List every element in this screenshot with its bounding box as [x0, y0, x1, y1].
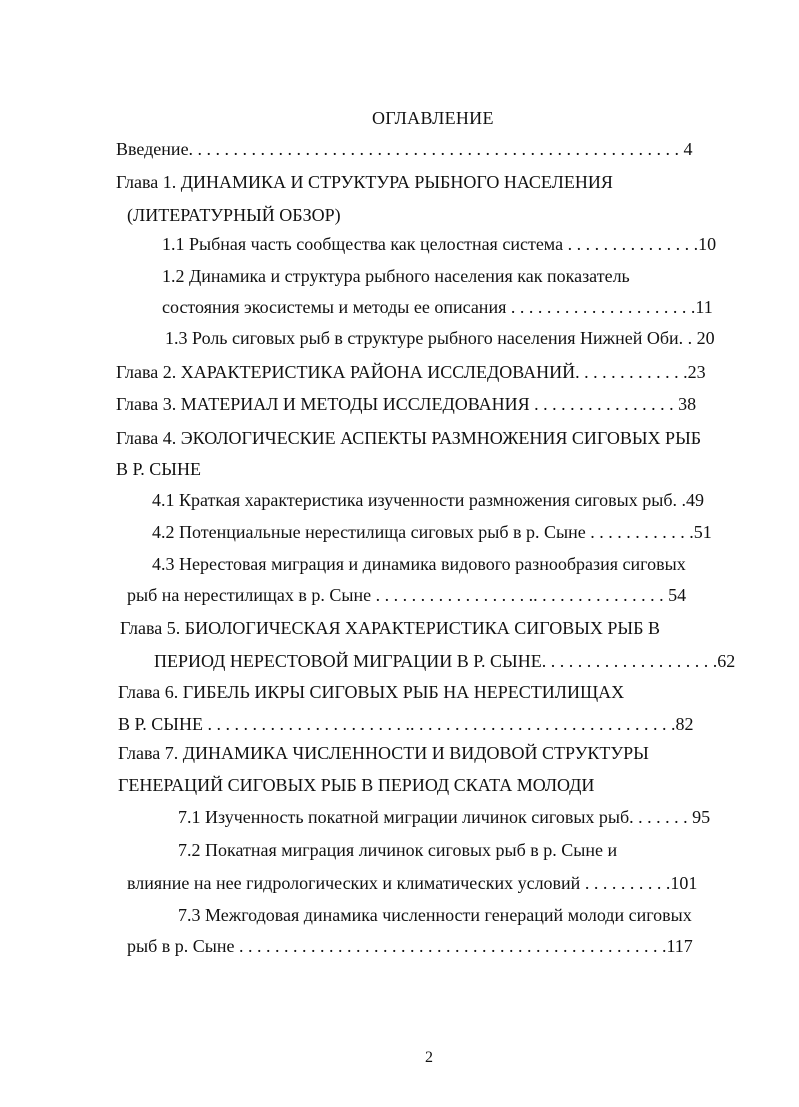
toc-entry-introduction: Введение. . . . . . . . . . . . . . . . . . . . . . . . . . . . . . . . . . . . . . . . . . . . . . . . . . . . . . . 4: [116, 139, 693, 159]
toc-entry-chapter-7: Глава 7. ДИНАМИКА ЧИСЛЕННОСТИ И ВИДОВОЙ СТРУКТУРЫ: [118, 743, 649, 763]
toc-entry-1-2: 1.2 Динамика и структура рыбного населения как показатель: [162, 266, 630, 286]
toc-entry-chapter-6-cont: В Р. СЫНЕ . . . . . . . . . . . . . . . . . . . . . . .. . . . . . . . . . . . . . . . . . . . . . . . . . . . . .82: [118, 714, 694, 734]
toc-entry-chapter-5-cont: ПЕРИОД НЕРЕСТОВОЙ МИГРАЦИИ В Р. СЫНЕ. . . . . . . . . . . . . . . . . . . .62: [154, 651, 736, 671]
toc-entry-7-3-cont: рыб в р. Сыне . . . . . . . . . . . . . . . . . . . . . . . . . . . . . . . . . . . . . . . . . . . . . . . .117: [127, 936, 693, 956]
toc-entry-4-3: 4.3 Нерестовая миграция и динамика видового разнообразия сиговых: [152, 554, 686, 574]
toc-entry-chapter-2: Глава 2. ХАРАКТЕРИСТИКА РАЙОНА ИССЛЕДОВАНИЙ. . . . . . . . . . . . .23: [116, 362, 706, 382]
toc-entry-chapter-7-cont: ГЕНЕРАЦИЙ СИГОВЫХ РЫБ В ПЕРИОД СКАТА МОЛОДИ: [118, 775, 595, 795]
toc-entry-chapter-1-cont: (ЛИТЕРАТУРНЫЙ ОБЗОР): [127, 205, 341, 225]
toc-entry-chapter-3: Глава 3. МАТЕРИАЛ И МЕТОДЫ ИССЛЕДОВАНИЯ . . . . . . . . . . . . . . . . 38: [116, 394, 697, 414]
toc-entry-1-1: 1.1 Рыбная часть сообщества как целостная система . . . . . . . . . . . . . . .10: [162, 234, 717, 254]
toc-entry-7-1: 7.1 Изученность покатной миграции личинок сиговых рыб. . . . . . . 95: [178, 807, 711, 827]
toc-entry-7-2: 7.2 Покатная миграция личинок сиговых рыб в р. Сыне и: [178, 840, 618, 860]
toc-entry-1-3: 1.3 Роль сиговых рыб в структуре рыбного населения Нижней Оби. . 20: [165, 328, 715, 348]
toc-entry-chapter-5: Глава 5. БИОЛОГИЧЕСКАЯ ХАРАКТЕРИСТИКА СИГОВЫХ РЫБ В: [120, 618, 660, 638]
toc-entry-7-3: 7.3 Межгодовая динамика численности генераций молоди сиговых: [178, 905, 692, 925]
toc-entry-4-2: 4.2 Потенциальные нерестилища сиговых рыб в р. Сыне . . . . . . . . . . . .51: [152, 522, 712, 542]
toc-entry-chapter-6: Глава 6. ГИБЕЛЬ ИКРЫ СИГОВЫХ РЫБ НА НЕРЕСТИЛИЩАХ: [118, 682, 625, 702]
toc-entry-chapter-4-cont: В Р. СЫНЕ: [116, 459, 201, 479]
toc-entry-4-1: 4.1 Краткая характеристика изученности размножения сиговых рыб. .49: [152, 490, 704, 510]
toc-entry-chapter-1: Глава 1. ДИНАМИКА И СТРУКТУРА РЫБНОГО НАСЕЛЕНИЯ: [116, 172, 613, 192]
toc-entry-4-3-cont: рыб на нерестилищах в р. Сыне . . . . . . . . . . . . . . . . . .. . . . . . . . . . . . . . . 54: [127, 585, 687, 605]
toc-title: ОГЛАВЛЕНИЕ: [372, 108, 494, 128]
toc-entry-1-2-cont: состояния экосистемы и методы ее описания . . . . . . . . . . . . . . . . . . . . .11: [162, 297, 713, 317]
page-number: 2: [425, 1049, 433, 1066]
toc-entry-chapter-4: Глава 4. ЭКОЛОГИЧЕСКИЕ АСПЕКТЫ РАЗМНОЖЕНИЯ СИГОВЫХ РЫБ: [116, 428, 702, 448]
toc-entry-7-2-cont: влияние на нее гидрологических и климатических условий . . . . . . . . . .101: [127, 873, 698, 893]
